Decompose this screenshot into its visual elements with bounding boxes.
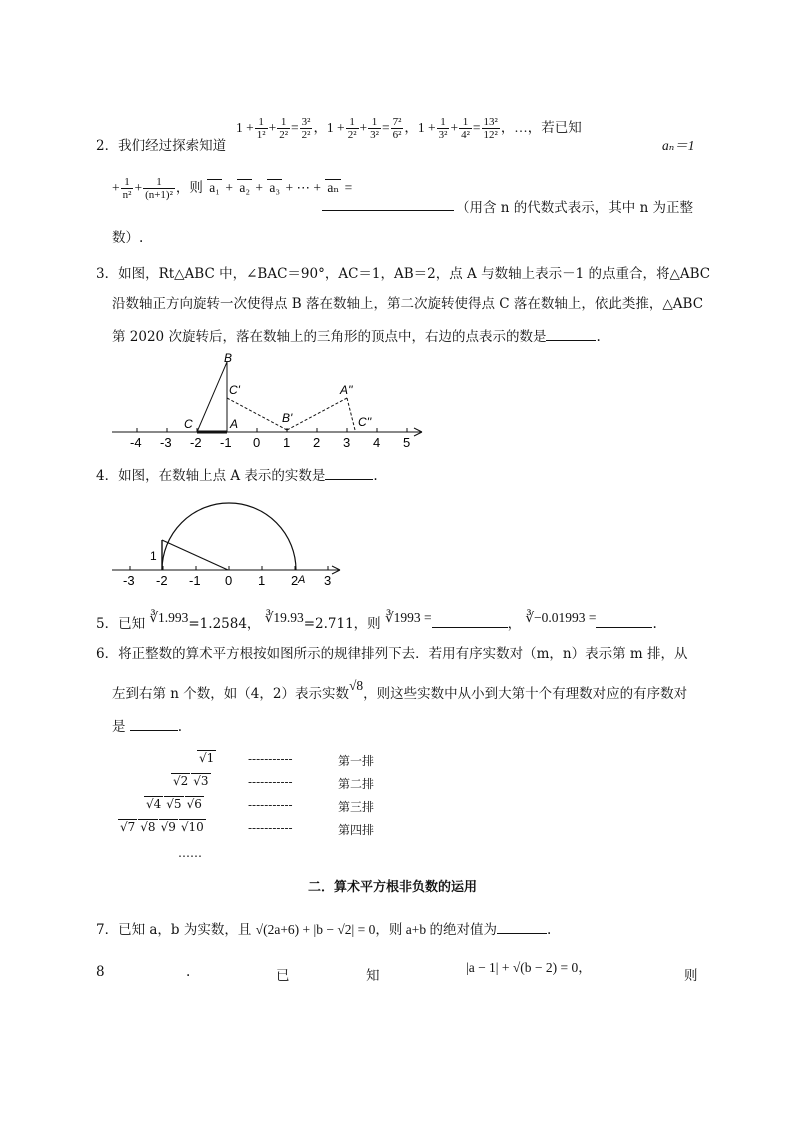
q3-line3: 第 2020 次旋转后，落在数轴上的三角形的顶点中，右边的点表示的数是 . (112, 326, 601, 347)
q3-label-B1: B' (282, 411, 293, 425)
q6-dash-1: ----------- (248, 752, 293, 766)
q6-line3: 是 . (112, 716, 182, 737)
q5-blank2[interactable] (596, 613, 652, 628)
q3-label-B: B (224, 351, 233, 365)
q6-line2: 左到右第 n 个数，如（4，2）表示实数√8，则这些实数中从小到大第十个有理数对应的有序数对 (112, 678, 688, 702)
tick-label: 2 (313, 435, 321, 450)
tick-label: 1 (258, 573, 266, 588)
q3-figure (110, 350, 430, 450)
q8-dot: . (186, 964, 191, 980)
tick-label: 3 (343, 435, 351, 450)
q3-line1: 3．如图，Rt△ABC 中，∠BAC＝90°，AC＝1，AB＝2，点 A 与数轴上表示－1 的点重合，将△ABC (96, 266, 711, 282)
q2-answer-blank[interactable] (322, 196, 454, 211)
tick-label: 1 (283, 435, 291, 450)
q6-row-label-2: 第二排 (338, 777, 375, 791)
tick-label: -2 (156, 573, 168, 588)
q7-line: 7．已知 a，b 为实数，且 √(2a+6) + |b − √2| = 0，则 a+b 的绝对值为 . (96, 918, 551, 938)
q4-label-one: 1 (150, 549, 157, 563)
q5-expr3: ∛1993 = (384, 610, 432, 625)
q2-line2-tail: （用含 n 的代数式表示，其中 n 为正整 (456, 200, 694, 216)
q5-expr2: ∛19.93 (264, 610, 304, 625)
tick-label: -3 (160, 435, 172, 450)
q6-dash-2: ----------- (248, 775, 293, 789)
tick-label: 3 (324, 573, 332, 588)
q5-blank1[interactable] (432, 613, 508, 628)
q6-line1: 6．将正整数的算术平方根按如图所示的规律排列下去．若用有序实数对（m，n）表示第 m 排，从 (96, 646, 688, 662)
tick-label: -1 (220, 435, 232, 450)
q3-answer-blank[interactable] (546, 326, 596, 341)
q6-dots: …… (178, 846, 202, 860)
q6-answer-blank[interactable] (130, 716, 178, 731)
q2-label: 2．我们经过探索知道 (96, 138, 227, 154)
q6-row-3: √4 √5 √6 (146, 797, 202, 811)
q6-row-1: √1 (199, 751, 215, 765)
q3-label-C1: C' (229, 383, 240, 397)
q5-line: 5．已知 ∛1.993=1.2584， ∛19.93=2.711，则 ∛1993 = ， ∛−0.01993 = . (96, 610, 657, 632)
q8-expr: |a − 1| + √(b − 2) = 0， (466, 960, 592, 975)
q8-number: 8 (96, 964, 105, 980)
tick-label: 0 (253, 435, 261, 450)
q6-row-4: √7 √8 √9 √10 (120, 820, 204, 834)
q4-answer-blank[interactable] (325, 465, 373, 480)
q8-yi: 已 (276, 968, 290, 984)
q3-label-A: A (230, 417, 239, 431)
q3-label-C: C (184, 417, 193, 431)
q8-ze: 则 (684, 968, 698, 984)
q6-row-label-1: 第一排 (338, 754, 375, 768)
tick-label: -4 (130, 435, 142, 450)
q6-dash-4: ----------- (248, 821, 293, 835)
q8-zhi: 知 (366, 968, 380, 984)
tick-label: 5 (403, 435, 411, 450)
tick-label: 0 (225, 573, 233, 588)
q5-expr1: ∛1.993 (149, 610, 189, 625)
q7-answer-blank[interactable] (497, 919, 547, 934)
q5-expr4: ∛−0.01993 = (525, 610, 597, 625)
q6-dash-3: ----------- (248, 798, 293, 812)
tick-label: 4 (373, 435, 381, 450)
q2-line3: 数）. (112, 230, 144, 246)
q3-label-C2: C'' (358, 415, 372, 429)
section-2-heading: 二．算术平方根非负数的运用 (308, 880, 478, 895)
q3-ticks (130, 428, 410, 450)
q4-label-A: A (298, 574, 306, 586)
q2-series: 1 + $\frac{1}{\text{1²}}$ + $\frac{1}{\text{2²}}$ = $\frac{\text{3²}}{\text{2²}}$ ，1 + $\frac{1}{\text{2²}}$ + $\frac{1}{\text{3²}}$ = $\frac{\text{7²}}{\text{6²}}$ ，1 + $\frac{1}{\text{3²}}$ + $\frac{1}{\text{4²}}$ = $\frac{\text{13²}}{\text{12²}}$ ，…，若已知 (236, 116, 582, 142)
q2-line2-math: + $\frac{1}{\text{n²}}$ + $\frac{1}{\text{(n+1)²}}$ ，则 a₁ + a₂ + a₃ + ⋯ + aₙ = (112, 176, 353, 202)
q4-figure (110, 494, 346, 590)
q6-row-label-4: 第四排 (338, 823, 375, 837)
q6-row-label-3: 第三排 (338, 800, 375, 814)
q3-label-A2: A'' (340, 383, 353, 397)
q3-line2: 沿数轴正方向旋转一次使得点 B 落在数轴上，第二次旋转使得点 C 落在数轴上，依此类推，△ABC (112, 296, 704, 312)
q6-row-2: √2 √3 (173, 774, 209, 788)
tick-label: -2 (190, 435, 202, 450)
tick-label: -1 (189, 573, 201, 588)
q4-line1: 4．如图，在数轴上点 A 表示的实数是 . (96, 464, 378, 484)
tick-label: 2 (291, 573, 299, 588)
tick-label: -3 (123, 573, 135, 588)
q2-an: aₙ＝1 (662, 138, 695, 153)
